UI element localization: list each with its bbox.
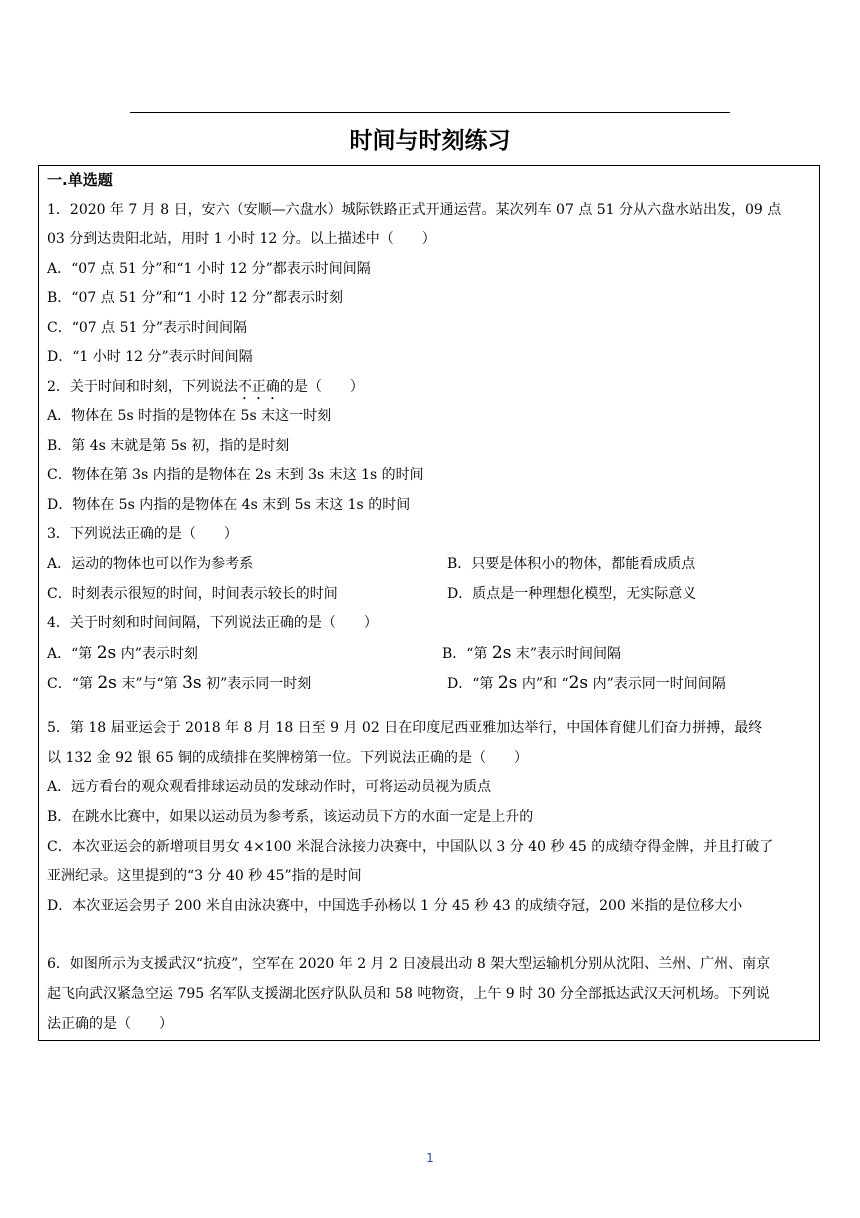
q4-stem: 4．关于时刻和时间间隔，下列说法正确的是（ ） xyxy=(47,615,378,631)
q4-d-pre: D．“第 xyxy=(447,676,498,692)
q3-stem: 3．下列说法正确的是（ ） xyxy=(47,526,238,542)
page-title: 时间与时刻练习 xyxy=(349,128,511,154)
q1-option-d: D．“1 小时 12 分”表示时间间隔 xyxy=(47,349,253,365)
q4-d-mid: 内”和 “ xyxy=(517,676,569,692)
q6-stem-line1: 6．如图所示为支援武汉“抗疫”，空军在 2020 年 2 月 2 日凌晨出动 8 架大型运输机分别从沈阳、兰州、广州、南京 xyxy=(47,956,771,972)
q2-stem xyxy=(47,377,364,403)
q3-option-b: B．只要是体积小的物体，都能看成质点 xyxy=(447,556,696,572)
q4-c-term2: 3s xyxy=(182,673,202,693)
question-box xyxy=(38,165,820,1041)
q4-b-term: 2s xyxy=(491,643,512,663)
q5-stem-line1: 5．第 18 届亚运会于 2018 年 8 月 18 日至 9 月 02 日在印度尼西亚雅加达举行，中国体育健儿们奋力拼搏，最终 xyxy=(47,720,763,736)
q5-stem-line2: 以 132 金 92 银 65 铜的成绩排在奖牌榜第一位。下列说法正确的是（ ） xyxy=(47,750,529,766)
q1-stem-line1: 1．2020 年 7 月 8 日，安六（安顺—六盘水）城际铁路正式开通运营。某次列车 07 点 51 分从六盘水站出发，09 点 xyxy=(47,202,782,218)
q2-stem-pre: 2．关于时间和时刻，下列说法 xyxy=(47,379,238,395)
q4-c-post: 初”表示同一时刻 xyxy=(201,676,312,692)
q4-b-post: 末”表示时间间隔 xyxy=(511,646,622,662)
q5-option-b: B．在跳水比赛中，如果以运动员为参考系，该运动员下方的水面一定是上升的 xyxy=(47,809,534,825)
q4-a-post: 内”表示时刻 xyxy=(116,646,198,662)
q5-option-a: A．远方看台的观众观看排球运动员的发球动作时，可将运动员视为质点 xyxy=(47,779,492,795)
q4-a-term: 2s xyxy=(96,643,117,663)
section-heading: 一.单选题 xyxy=(47,171,113,189)
q4-d-term2: 2s xyxy=(568,673,589,693)
q4-d-post: 内”表示同一时间间隔 xyxy=(588,676,726,692)
q2-stem-emphasis: 不正确 xyxy=(237,379,280,395)
q4-d-term1: 2s xyxy=(497,673,518,693)
q5-option-d: D．本次亚运会男子 200 米自由泳决赛中，中国选手孙杨以 1 分 45 秒 43 的成绩夺冠，200 米指的是位移大小 xyxy=(47,898,743,914)
q2-option-c: C．物体在第 3s 内指的是物体在 2s 末到 3s 末这 1s 的时间 xyxy=(47,467,424,483)
q1-stem-line2: 03 分到达贵阳北站，用时 1 小时 12 分。以上描述中（ ） xyxy=(47,231,436,247)
q1-option-c: C．“07 点 51 分”表示时间间隔 xyxy=(47,320,248,336)
q2-option-a: A．物体在 5s 时指的是物体在 5s 末这一时刻 xyxy=(47,408,332,424)
q3-option-d: D．质点是一种理想化模型，无实际意义 xyxy=(447,586,697,602)
q1-option-b: B．“07 点 51 分”和“1 小时 12 分”都表示时刻 xyxy=(47,290,343,306)
q2-option-b: B．第 4s 末就是第 5s 初，指的是时刻 xyxy=(47,438,290,454)
q1-option-a: A．“07 点 51 分”和“1 小时 12 分”都表示时间间隔 xyxy=(47,261,371,277)
q5-option-c-line2: 亚洲纪录。这里提到的“3 分 40 秒 45”指的是时间 xyxy=(47,868,362,884)
q4-c-term1: 2s xyxy=(97,673,117,693)
q4-c-mid: 末”与“第 xyxy=(116,676,183,692)
q4-option-a xyxy=(47,643,198,664)
q6-stem-line2: 起飞向武汉紧急空运 795 名军队支援湖北医疗队队员和 58 吨物资，上午 9 时 30 分全部抵达武汉天河机场。下列说 xyxy=(47,986,770,1002)
header-rule xyxy=(130,112,730,113)
q4-c-pre: C．“第 xyxy=(47,676,98,692)
q4-b-pre: B．“第 xyxy=(442,646,492,662)
q3-option-a: A．运动的物体也可以作为参考系 xyxy=(47,556,254,572)
q4-option-c xyxy=(47,673,311,694)
q6-stem-line3: 法正确的是（ ） xyxy=(47,1016,173,1032)
q5-option-c-line1: C．本次亚运会的新增项目男女 4×100 米混合泳接力决赛中，中国队以 3 分 40 秒 45 的成绩夺得金牌，并且打破了 xyxy=(47,839,774,855)
q2-option-d: D．物体在 5s 内指的是物体在 4s 末到 5s 末这 1s 的时间 xyxy=(47,497,411,513)
q2-stem-post: 的是（ ） xyxy=(279,379,364,395)
q3-option-c: C．时刻表示很短的时间，时间表示较长的时间 xyxy=(47,586,338,602)
q4-option-d xyxy=(447,673,726,694)
page-number: 1 xyxy=(426,1151,434,1165)
q4-option-b xyxy=(442,643,621,664)
q4-a-pre: A．“第 xyxy=(47,646,97,662)
